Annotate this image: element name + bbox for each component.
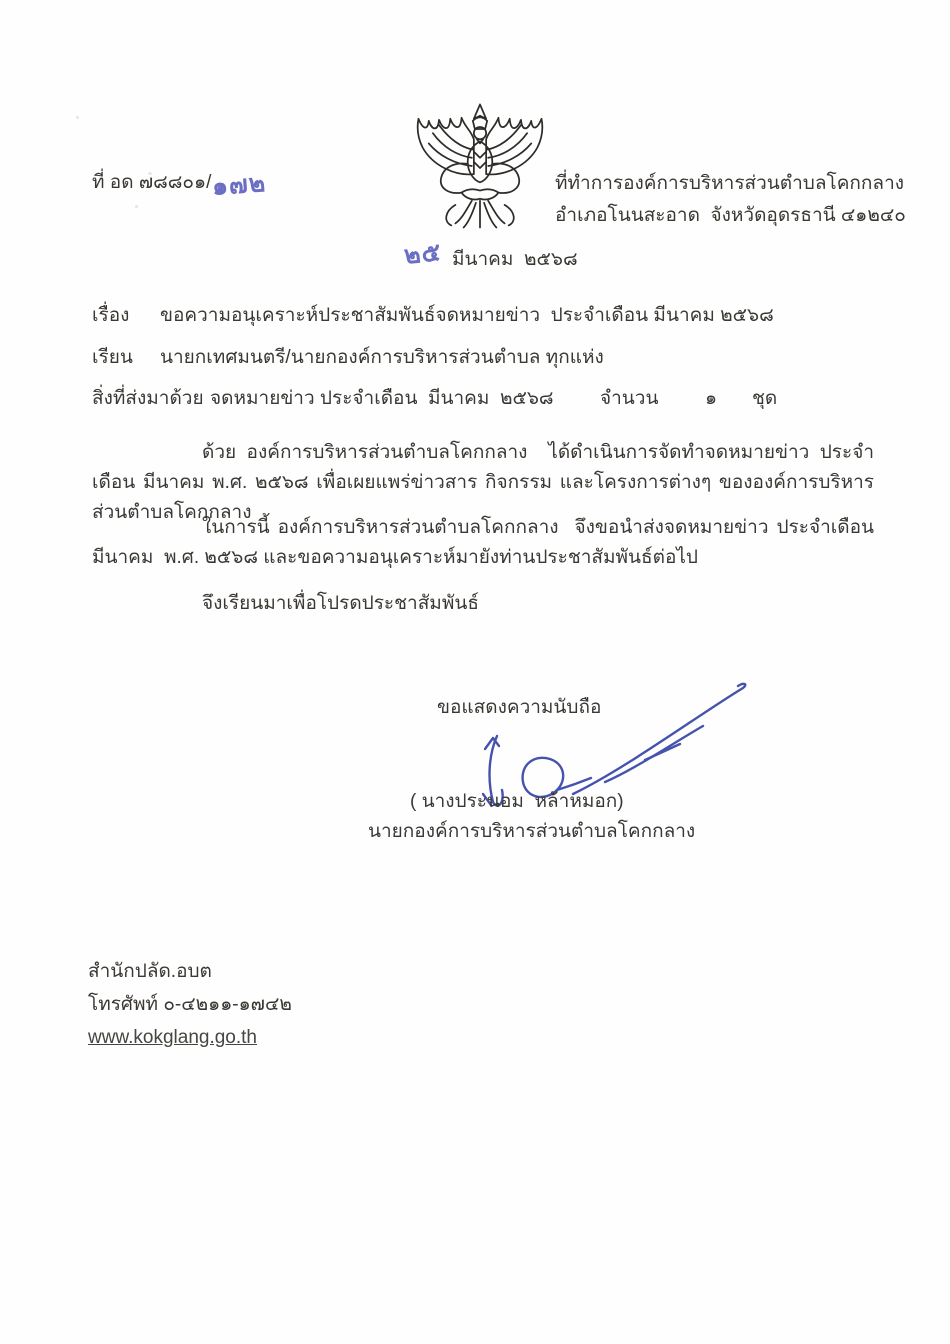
attachment-text: จดหมายข่าว ประจำเดือน มีนาคม ๒๕๖๘ (210, 388, 554, 409)
attachment-unit: ชุด (752, 388, 778, 409)
ref-number-label: ที่ อด ๗๘๘๐๑/ (92, 172, 212, 193)
signer-name: ( นางประนอม หล้าหมอก) (410, 791, 624, 812)
handwritten-signature-icon (455, 638, 755, 788)
body-paragraph-1: ด้วย องค์การบริหารส่วนตำบลโคกกลาง ได้ดำเนินการจัดทำจดหมายข่าว ประจำเดือน มีนาคม พ.ศ. ๒๕๖๘ เพื่อเผยแพร่ข่าวสาร กิจกรรม และโครงการต่างๆ ขององค์การบริหารส่วนตำบลโคกกลาง (92, 442, 874, 524)
subject-text: ขอความอนุเคราะห์ประชาสัมพันธ์จดหมายข่าว ประจำเดือน มีนาคม ๒๕๖๘ (160, 305, 774, 326)
date-day-handwritten: ๒๕ (402, 238, 443, 270)
subject-label: เรื่อง (92, 305, 130, 326)
to-text: นายกเทศมนตรี/นายกองค์การบริหารส่วนตำบล ทุกแห่ง (160, 347, 604, 368)
scan-smudge (76, 116, 79, 119)
date-printed: มีนาคม ๒๕๖๘ (452, 249, 578, 270)
office-name-line: ที่ทำการองค์การบริหารส่วนตำบลโคกกลาง (555, 173, 905, 194)
body-paragraph-2: ในการนี้ องค์การบริหารส่วนตำบลโคกกลาง จึงขอนำส่งจดหมายข่าว ประจำเดือน มีนาคม พ.ศ. ๒๕๖๘ และขอความอนุเคราะห์มายังท่านประชาสัมพันธ์ต่อไป (92, 517, 880, 569)
office-address-line: อำเภอโนนสะอาด จังหวัดอุดรธานี ๔๑๒๔๐ (555, 205, 906, 226)
attachment-count-value: ๑ (705, 388, 718, 409)
attachment-count-label: จำนวน (600, 388, 659, 409)
footer-website-link: www.kokglang.go.th (88, 1027, 257, 1048)
to-label: เรียน (92, 347, 133, 368)
garuda-emblem-icon (398, 66, 562, 198)
footer-department: สำนักปลัด.อบต (88, 961, 212, 982)
footer-phone: โทรศัพท์ ๐-๔๒๑๑-๑๗๔๒ (88, 994, 292, 1015)
closing-line: จึงเรียนมาเพื่อโปรดประชาสัมพันธ์ (202, 593, 479, 614)
attachment-label: สิ่งที่ส่งมาด้วย (92, 388, 204, 409)
salutation: ขอแสดงความนับถือ (437, 697, 602, 718)
ref-number-handwritten: ๑๗๒ (211, 169, 268, 201)
scan-smudge (135, 205, 138, 208)
signer-title: นายกองค์การบริหารส่วนตำบลโคกกลาง (368, 821, 696, 842)
